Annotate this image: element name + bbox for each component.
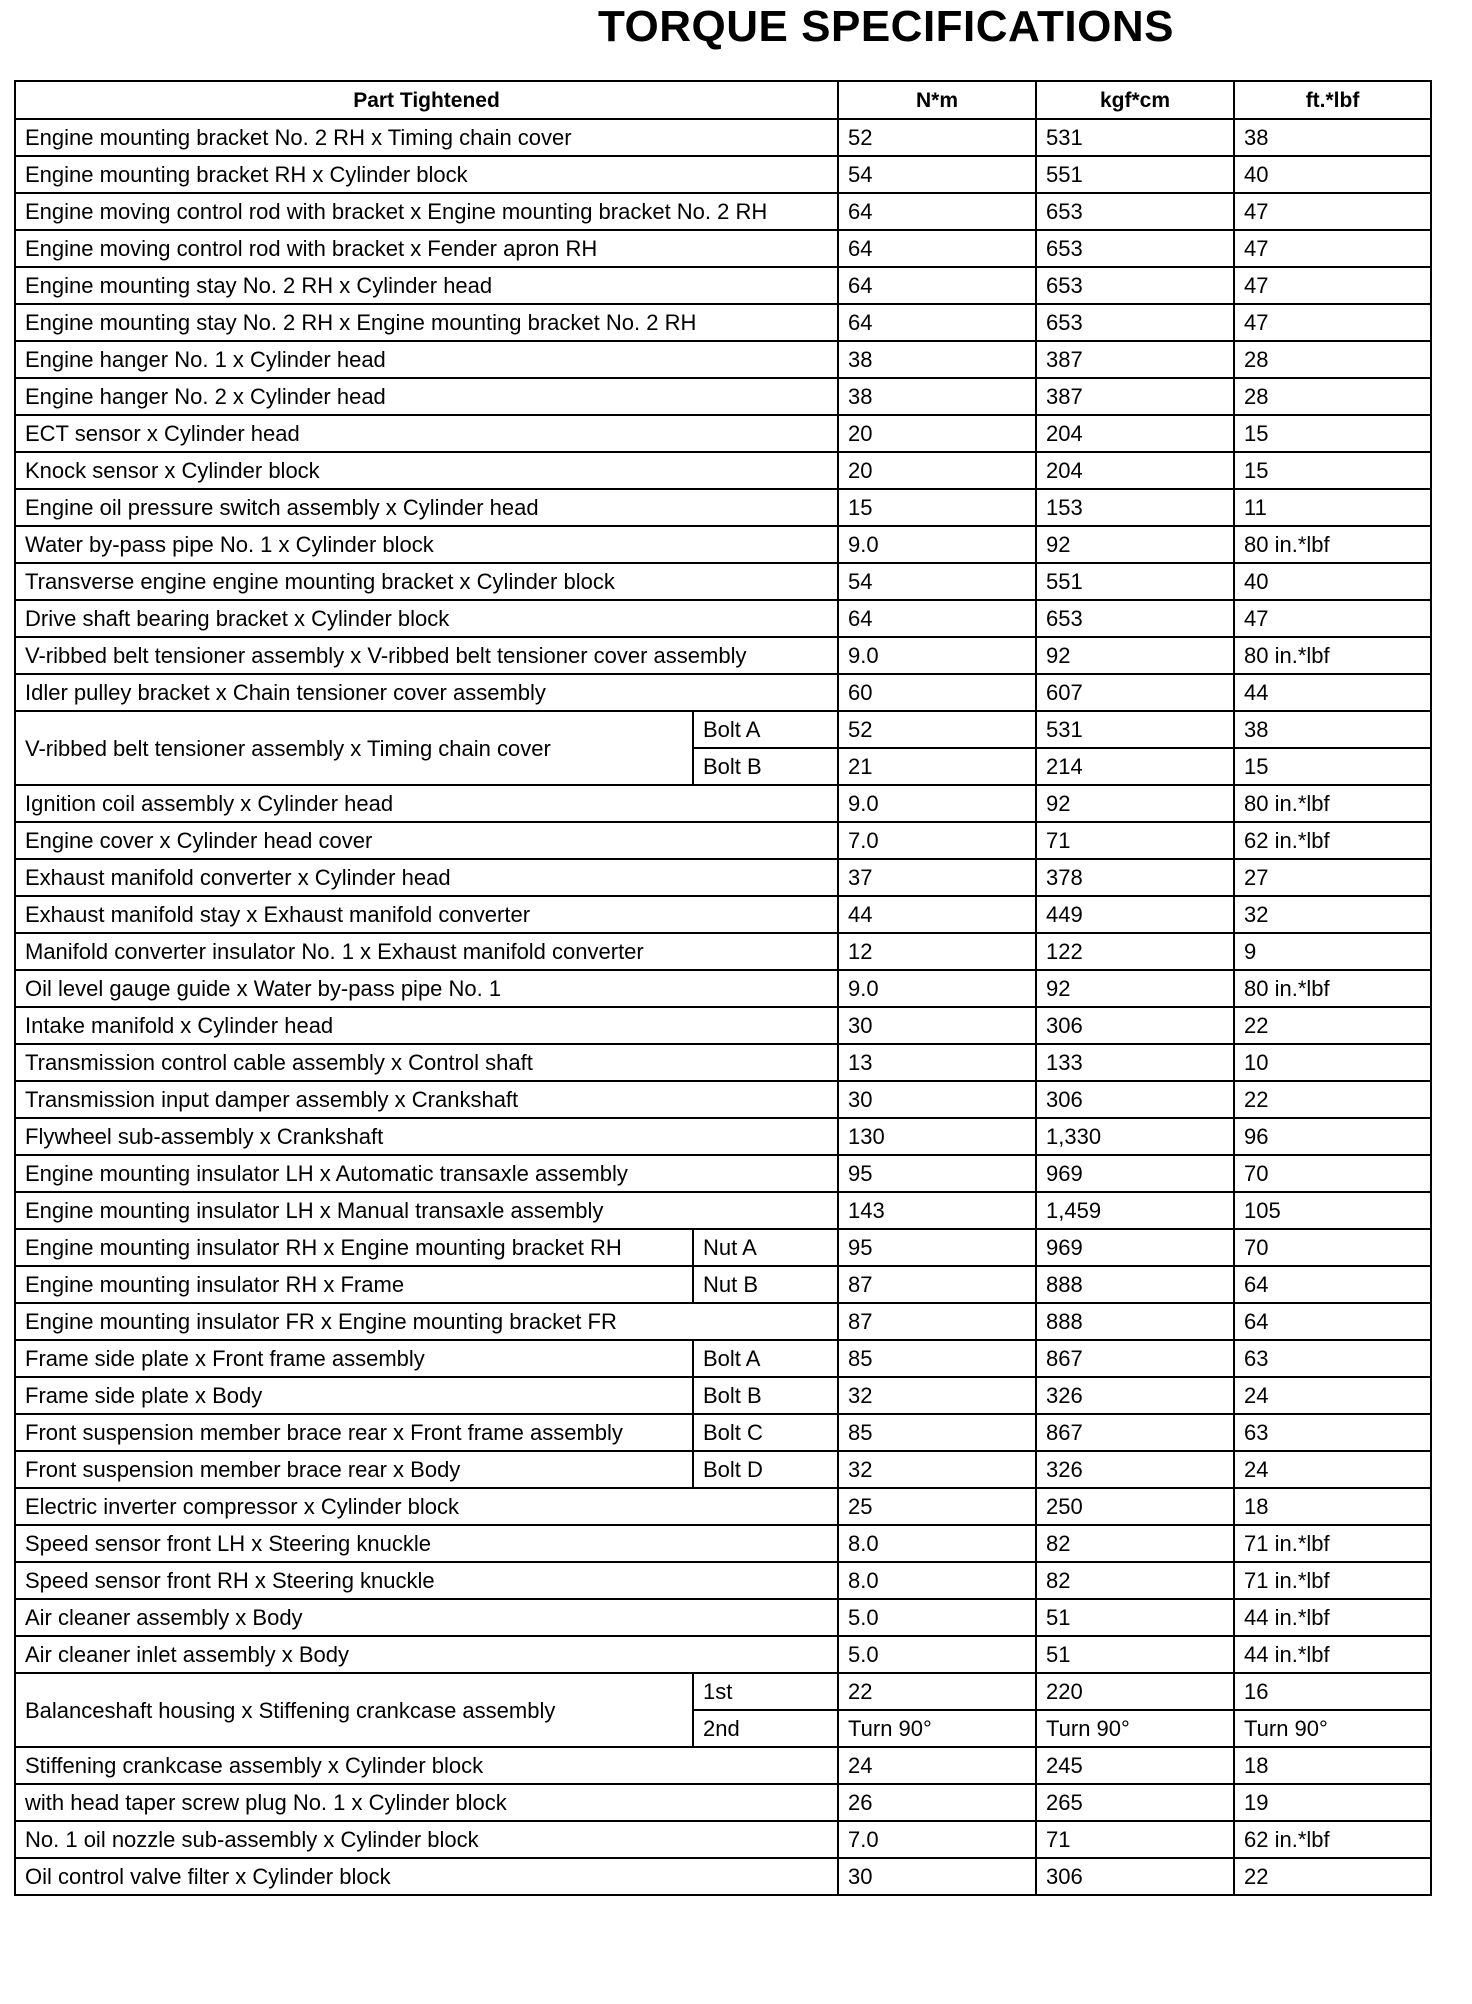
part-tightened-cell: Intake manifold x Cylinder head (15, 1007, 838, 1044)
ft-lbf-cell: 18 (1234, 1747, 1431, 1784)
table-row (15, 1377, 1431, 1414)
table-row (15, 1155, 1431, 1192)
table-row (15, 563, 1431, 600)
nm-cell: 13 (838, 1044, 1036, 1081)
kgf-cm-cell: 888 (1036, 1303, 1234, 1340)
kgf-cm-cell: 204 (1036, 415, 1234, 452)
nm-cell: 64 (838, 600, 1036, 637)
kgf-cm-cell: 220 (1036, 1673, 1234, 1710)
nm-cell: 95 (838, 1229, 1036, 1266)
ft-lbf-cell: 71 in.*lbf (1234, 1562, 1431, 1599)
nm-cell: 64 (838, 193, 1036, 230)
ft-lbf-cell: 63 (1234, 1414, 1431, 1451)
part-tightened-cell: Engine hanger No. 1 x Cylinder head (15, 341, 838, 378)
ft-lbf-cell: 80 in.*lbf (1234, 526, 1431, 563)
part-tightened-cell: Stiffening crankcase assembly x Cylinder block (15, 1747, 838, 1784)
header-row (15, 81, 1431, 119)
part-tightened-cell: Engine oil pressure switch assembly x Cylinder head (15, 489, 838, 526)
kgf-cm-cell: 306 (1036, 1858, 1234, 1895)
part-tightened-cell: Engine mounting insulator LH x Manual transaxle assembly (15, 1192, 838, 1229)
kgf-cm-cell: 71 (1036, 822, 1234, 859)
fastener-cell: Bolt B (693, 1377, 838, 1414)
part-tightened-cell: Flywheel sub-assembly x Crankshaft (15, 1118, 838, 1155)
kgf-cm-cell: 92 (1036, 970, 1234, 1007)
ft-lbf-cell: 27 (1234, 859, 1431, 896)
table-row (15, 1303, 1431, 1340)
part-tightened-cell: Engine mounting insulator LH x Automatic transaxle assembly (15, 1155, 838, 1192)
ft-lbf-cell: 63 (1234, 1340, 1431, 1377)
table-row (15, 230, 1431, 267)
table-row (15, 1229, 1431, 1266)
ft-lbf-cell: 38 (1234, 711, 1431, 748)
fastener-cell: 1st (693, 1673, 838, 1710)
table-row (15, 156, 1431, 193)
fastener-cell: Bolt B (693, 748, 838, 785)
nm-cell: 52 (838, 711, 1036, 748)
nm-cell: 30 (838, 1858, 1036, 1895)
table-row (15, 1340, 1431, 1377)
nm-cell: 85 (838, 1414, 1036, 1451)
table-row (15, 1747, 1431, 1784)
nm-cell: 64 (838, 304, 1036, 341)
ft-lbf-cell: 62 in.*lbf (1234, 1821, 1431, 1858)
nm-cell: 54 (838, 563, 1036, 600)
kgf-cm-cell: 551 (1036, 563, 1234, 600)
part-tightened-cell: Engine hanger No. 2 x Cylinder head (15, 378, 838, 415)
nm-cell: 32 (838, 1451, 1036, 1488)
ft-lbf-cell: 64 (1234, 1266, 1431, 1303)
nm-cell: 21 (838, 748, 1036, 785)
ft-lbf-cell: Turn 90° (1234, 1710, 1431, 1747)
table-row (15, 1007, 1431, 1044)
kgf-cm-cell: 122 (1036, 933, 1234, 970)
ft-lbf-cell: 38 (1234, 119, 1431, 156)
kgf-cm-cell: 531 (1036, 711, 1234, 748)
kgf-cm-cell: 387 (1036, 378, 1234, 415)
nm-cell: 20 (838, 415, 1036, 452)
kgf-cm-cell: 265 (1036, 1784, 1234, 1821)
nm-cell: 95 (838, 1155, 1036, 1192)
header-ft-lbf: ft.*lbf (1234, 81, 1431, 119)
part-tightened-cell: Engine mounting insulator RH x Frame (15, 1266, 693, 1303)
nm-cell: 12 (838, 933, 1036, 970)
ft-lbf-cell: 40 (1234, 156, 1431, 193)
nm-cell: 30 (838, 1081, 1036, 1118)
table-row (15, 1081, 1431, 1118)
table-row (15, 970, 1431, 1007)
part-tightened-cell: Frame side plate x Body (15, 1377, 693, 1414)
fastener-cell: 2nd (693, 1710, 838, 1747)
ft-lbf-cell: 22 (1234, 1858, 1431, 1895)
table-row (15, 785, 1431, 822)
fastener-cell: Bolt A (693, 711, 838, 748)
kgf-cm-cell: 92 (1036, 785, 1234, 822)
kgf-cm-cell: 653 (1036, 193, 1234, 230)
ft-lbf-cell: 80 in.*lbf (1234, 637, 1431, 674)
part-tightened-cell: Idler pulley bracket x Chain tensioner cover assembly (15, 674, 838, 711)
kgf-cm-cell: 607 (1036, 674, 1234, 711)
kgf-cm-cell: 51 (1036, 1599, 1234, 1636)
kgf-cm-cell: 250 (1036, 1488, 1234, 1525)
table-row (15, 637, 1431, 674)
nm-cell: 87 (838, 1303, 1036, 1340)
table-row (15, 378, 1431, 415)
part-tightened-cell: Transverse engine engine mounting bracket x Cylinder block (15, 563, 838, 600)
part-tightened-cell: V-ribbed belt tensioner assembly x Timing chain cover (15, 711, 693, 785)
ft-lbf-cell: 22 (1234, 1007, 1431, 1044)
nm-cell: 25 (838, 1488, 1036, 1525)
part-tightened-cell: Front suspension member brace rear x Body (15, 1451, 693, 1488)
ft-lbf-cell: 15 (1234, 415, 1431, 452)
kgf-cm-cell: 969 (1036, 1229, 1234, 1266)
ft-lbf-cell: 80 in.*lbf (1234, 785, 1431, 822)
part-tightened-cell: Frame side plate x Front frame assembly (15, 1340, 693, 1377)
part-tightened-cell: Transmission control cable assembly x Control shaft (15, 1044, 838, 1081)
kgf-cm-cell: 326 (1036, 1377, 1234, 1414)
kgf-cm-cell: 92 (1036, 637, 1234, 674)
kgf-cm-cell: 306 (1036, 1007, 1234, 1044)
part-tightened-cell: with head taper screw plug No. 1 x Cylinder block (15, 1784, 838, 1821)
part-tightened-cell: Exhaust manifold stay x Exhaust manifold converter (15, 896, 838, 933)
part-tightened-cell: Oil level gauge guide x Water by-pass pipe No. 1 (15, 970, 838, 1007)
ft-lbf-cell: 47 (1234, 230, 1431, 267)
nm-cell: 60 (838, 674, 1036, 711)
part-tightened-cell: Engine moving control rod with bracket x Fender apron RH (15, 230, 838, 267)
nm-cell: 9.0 (838, 526, 1036, 563)
nm-cell: 26 (838, 1784, 1036, 1821)
nm-cell: 52 (838, 119, 1036, 156)
nm-cell: 9.0 (838, 785, 1036, 822)
kgf-cm-cell: 245 (1036, 1747, 1234, 1784)
kgf-cm-cell: 133 (1036, 1044, 1234, 1081)
part-tightened-cell: Balanceshaft housing x Stiffening crankcase assembly (15, 1673, 693, 1747)
nm-cell: 38 (838, 341, 1036, 378)
table-row (15, 1821, 1431, 1858)
kgf-cm-cell: 326 (1036, 1451, 1234, 1488)
ft-lbf-cell: 10 (1234, 1044, 1431, 1081)
part-tightened-cell: Engine mounting stay No. 2 RH x Cylinder head (15, 267, 838, 304)
ft-lbf-cell: 15 (1234, 748, 1431, 785)
table-row (15, 526, 1431, 563)
kgf-cm-cell: 867 (1036, 1340, 1234, 1377)
fastener-cell: Nut A (693, 1229, 838, 1266)
kgf-cm-cell: 1,330 (1036, 1118, 1234, 1155)
table-row (15, 1858, 1431, 1895)
part-tightened-cell: Transmission input damper assembly x Crankshaft (15, 1081, 838, 1118)
part-tightened-cell: Front suspension member brace rear x Front frame assembly (15, 1414, 693, 1451)
nm-cell: 143 (838, 1192, 1036, 1229)
table-row (15, 119, 1431, 156)
table-row (15, 1266, 1431, 1303)
part-tightened-cell: Air cleaner assembly x Body (15, 1599, 838, 1636)
kgf-cm-cell: 214 (1036, 748, 1234, 785)
part-tightened-cell: Engine mounting bracket RH x Cylinder block (15, 156, 838, 193)
ft-lbf-cell: 15 (1234, 452, 1431, 489)
fastener-cell: Bolt A (693, 1340, 838, 1377)
ft-lbf-cell: 70 (1234, 1155, 1431, 1192)
kgf-cm-cell: 449 (1036, 896, 1234, 933)
part-tightened-cell: V-ribbed belt tensioner assembly x V-ribbed belt tensioner cover assembly (15, 637, 838, 674)
part-tightened-cell: Engine moving control rod with bracket x Engine mounting bracket No. 2 RH (15, 193, 838, 230)
nm-cell: 85 (838, 1340, 1036, 1377)
part-tightened-cell: ECT sensor x Cylinder head (15, 415, 838, 452)
kgf-cm-cell: 153 (1036, 489, 1234, 526)
part-tightened-cell: No. 1 oil nozzle sub-assembly x Cylinder block (15, 1821, 838, 1858)
table-row (15, 415, 1431, 452)
fastener-cell: Nut B (693, 1266, 838, 1303)
part-tightened-cell: Air cleaner inlet assembly x Body (15, 1636, 838, 1673)
kgf-cm-cell: 551 (1036, 156, 1234, 193)
ft-lbf-cell: 22 (1234, 1081, 1431, 1118)
kgf-cm-cell: 306 (1036, 1081, 1234, 1118)
fastener-cell: Bolt D (693, 1451, 838, 1488)
nm-cell: 7.0 (838, 1821, 1036, 1858)
table-row (15, 859, 1431, 896)
table-row (15, 1118, 1431, 1155)
ft-lbf-cell: 64 (1234, 1303, 1431, 1340)
table-row (15, 304, 1431, 341)
part-tightened-cell: Engine mounting insulator FR x Engine mounting bracket FR (15, 1303, 838, 1340)
kgf-cm-cell: 82 (1036, 1562, 1234, 1599)
table-row (15, 1044, 1431, 1081)
part-tightened-cell: Manifold converter insulator No. 1 x Exhaust manifold converter (15, 933, 838, 970)
table-row (15, 822, 1431, 859)
kgf-cm-cell: Turn 90° (1036, 1710, 1234, 1747)
ft-lbf-cell: 70 (1234, 1229, 1431, 1266)
kgf-cm-cell: 888 (1036, 1266, 1234, 1303)
table-row (15, 1673, 1431, 1710)
ft-lbf-cell: 47 (1234, 193, 1431, 230)
part-tightened-cell: Ignition coil assembly x Cylinder head (15, 785, 838, 822)
ft-lbf-cell: 96 (1234, 1118, 1431, 1155)
table-row (15, 674, 1431, 711)
nm-cell: 54 (838, 156, 1036, 193)
part-tightened-cell: Water by-pass pipe No. 1 x Cylinder block (15, 526, 838, 563)
kgf-cm-cell: 653 (1036, 600, 1234, 637)
nm-cell: 5.0 (838, 1636, 1036, 1673)
table-row (15, 711, 1431, 748)
header-nm: N*m (838, 81, 1036, 119)
table-row (15, 1525, 1431, 1562)
nm-cell: 30 (838, 1007, 1036, 1044)
kgf-cm-cell: 51 (1036, 1636, 1234, 1673)
table-row (15, 489, 1431, 526)
ft-lbf-cell: 16 (1234, 1673, 1431, 1710)
table-row (15, 452, 1431, 489)
kgf-cm-cell: 378 (1036, 859, 1234, 896)
kgf-cm-cell: 531 (1036, 119, 1234, 156)
nm-cell: 20 (838, 452, 1036, 489)
ft-lbf-cell: 40 (1234, 563, 1431, 600)
kgf-cm-cell: 92 (1036, 526, 1234, 563)
table-row (15, 193, 1431, 230)
nm-cell: 38 (838, 378, 1036, 415)
nm-cell: 130 (838, 1118, 1036, 1155)
ft-lbf-cell: 44 in.*lbf (1234, 1636, 1431, 1673)
ft-lbf-cell: 9 (1234, 933, 1431, 970)
part-tightened-cell: Knock sensor x Cylinder block (15, 452, 838, 489)
header-kgf-cm: kgf*cm (1036, 81, 1234, 119)
table-row (15, 1636, 1431, 1673)
ft-lbf-cell: 105 (1234, 1192, 1431, 1229)
ft-lbf-cell: 44 (1234, 674, 1431, 711)
nm-cell: 7.0 (838, 822, 1036, 859)
header-part-tightened: Part Tightened (15, 81, 838, 119)
table-row (15, 1488, 1431, 1525)
nm-cell: Turn 90° (838, 1710, 1036, 1747)
ft-lbf-cell: 28 (1234, 341, 1431, 378)
nm-cell: 5.0 (838, 1599, 1036, 1636)
kgf-cm-cell: 82 (1036, 1525, 1234, 1562)
ft-lbf-cell: 62 in.*lbf (1234, 822, 1431, 859)
table-row (15, 600, 1431, 637)
table-row (15, 896, 1431, 933)
ft-lbf-cell: 47 (1234, 600, 1431, 637)
nm-cell: 44 (838, 896, 1036, 933)
kgf-cm-cell: 71 (1036, 1821, 1234, 1858)
part-tightened-cell: Engine cover x Cylinder head cover (15, 822, 838, 859)
kgf-cm-cell: 204 (1036, 452, 1234, 489)
ft-lbf-cell: 47 (1234, 304, 1431, 341)
part-tightened-cell: Electric inverter compressor x Cylinder block (15, 1488, 838, 1525)
table-row (15, 1451, 1431, 1488)
table-row (15, 1599, 1431, 1636)
part-tightened-cell: Engine mounting insulator RH x Engine mounting bracket RH (15, 1229, 693, 1266)
part-tightened-cell: Oil control valve filter x Cylinder block (15, 1858, 838, 1895)
part-tightened-cell: Engine mounting bracket No. 2 RH x Timing chain cover (15, 119, 838, 156)
torque-spec-table (14, 80, 1432, 1896)
table-row (15, 1414, 1431, 1451)
nm-cell: 64 (838, 267, 1036, 304)
table-row (15, 1562, 1431, 1599)
ft-lbf-cell: 18 (1234, 1488, 1431, 1525)
kgf-cm-cell: 653 (1036, 267, 1234, 304)
nm-cell: 9.0 (838, 637, 1036, 674)
kgf-cm-cell: 653 (1036, 230, 1234, 267)
part-tightened-cell: Engine mounting stay No. 2 RH x Engine mounting bracket No. 2 RH (15, 304, 838, 341)
nm-cell: 15 (838, 489, 1036, 526)
kgf-cm-cell: 1,459 (1036, 1192, 1234, 1229)
nm-cell: 9.0 (838, 970, 1036, 1007)
table-row (15, 341, 1431, 378)
table-row (15, 1784, 1431, 1821)
nm-cell: 64 (838, 230, 1036, 267)
part-tightened-cell: Drive shaft bearing bracket x Cylinder block (15, 600, 838, 637)
nm-cell: 8.0 (838, 1562, 1036, 1599)
table-row (15, 1192, 1431, 1229)
nm-cell: 24 (838, 1747, 1036, 1784)
kgf-cm-cell: 969 (1036, 1155, 1234, 1192)
nm-cell: 37 (838, 859, 1036, 896)
nm-cell: 87 (838, 1266, 1036, 1303)
table-row (15, 933, 1431, 970)
part-tightened-cell: Speed sensor front RH x Steering knuckle (15, 1562, 838, 1599)
ft-lbf-cell: 32 (1234, 896, 1431, 933)
nm-cell: 8.0 (838, 1525, 1036, 1562)
ft-lbf-cell: 19 (1234, 1784, 1431, 1821)
ft-lbf-cell: 47 (1234, 267, 1431, 304)
ft-lbf-cell: 44 in.*lbf (1234, 1599, 1431, 1636)
ft-lbf-cell: 24 (1234, 1451, 1431, 1488)
ft-lbf-cell: 80 in.*lbf (1234, 970, 1431, 1007)
part-tightened-cell: Speed sensor front LH x Steering knuckle (15, 1525, 838, 1562)
nm-cell: 32 (838, 1377, 1036, 1414)
part-tightened-cell: Exhaust manifold converter x Cylinder head (15, 859, 838, 896)
page-title: TORQUE SPECIFICATIONS (597, 2, 1175, 51)
kgf-cm-cell: 387 (1036, 341, 1234, 378)
kgf-cm-cell: 867 (1036, 1414, 1234, 1451)
ft-lbf-cell: 28 (1234, 378, 1431, 415)
nm-cell: 22 (838, 1673, 1036, 1710)
ft-lbf-cell: 71 in.*lbf (1234, 1525, 1431, 1562)
fastener-cell: Bolt C (693, 1414, 838, 1451)
kgf-cm-cell: 653 (1036, 304, 1234, 341)
ft-lbf-cell: 24 (1234, 1377, 1431, 1414)
ft-lbf-cell: 11 (1234, 489, 1431, 526)
table-row (15, 267, 1431, 304)
table-body (15, 119, 1431, 1895)
